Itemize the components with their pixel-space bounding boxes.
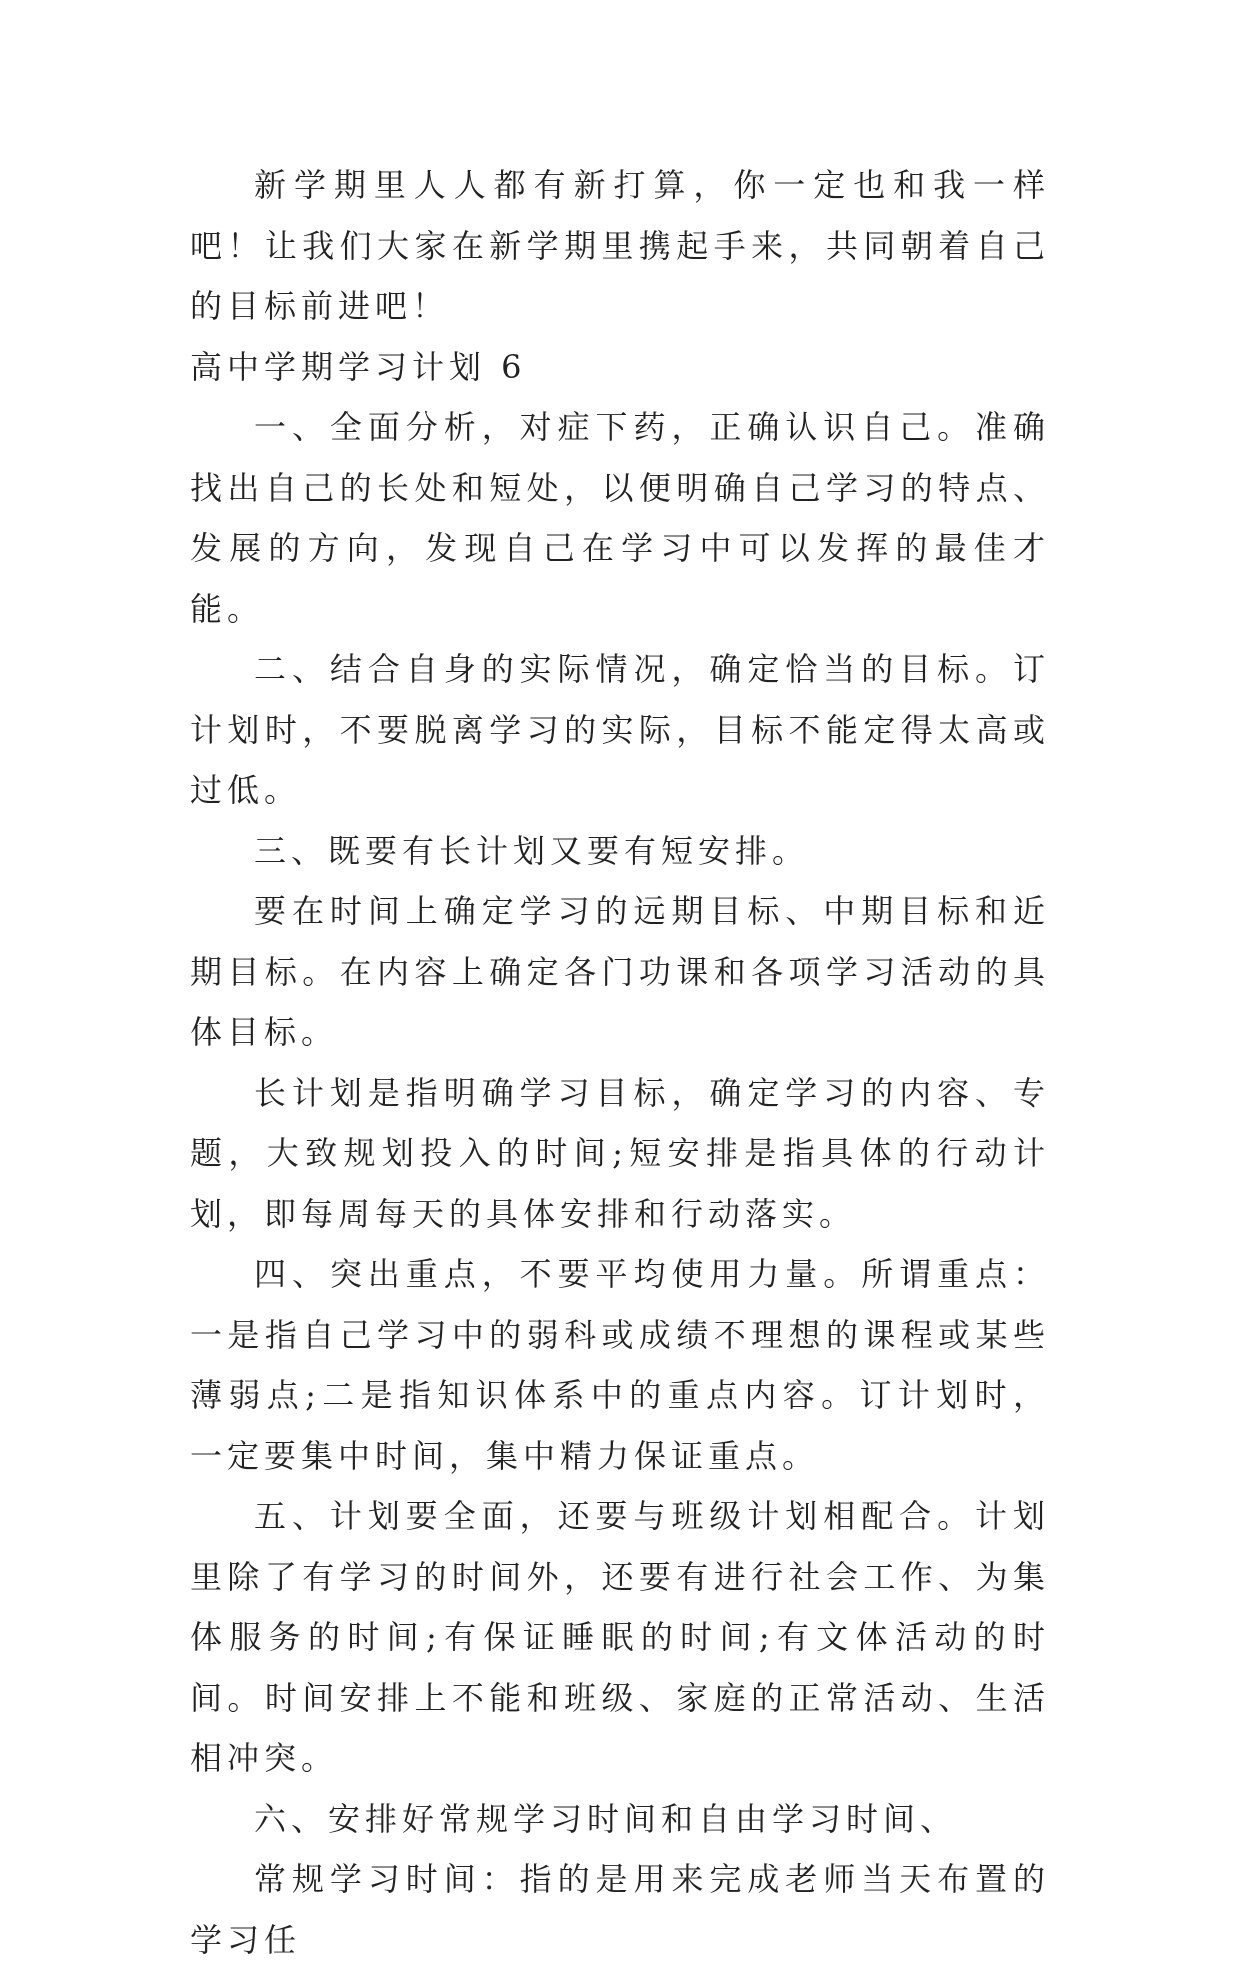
paragraph-point-6-detail: 常规学习时间：指的是用来完成老师当天布置的学习任: [190, 1860, 1050, 1959]
paragraph-point-3: 三、既要有长计划又要有短安排。: [254, 831, 810, 870]
paragraph-point-4: 四、突出重点，不要平均使用力量。所谓重点：一是指自己学习中的弱科或成绩不理想的课程或某些薄弱点;二是指知识体系中的重点内容。订计划时，一定要集中时间，集中精力保证重点。: [190, 1255, 1050, 1475]
paragraph-intro: 新学期里人人都有新打算，你一定也和我一样吧！让我们大家在新学期里携起手来，共同朝着自己的目标前进吧！: [190, 166, 1050, 325]
section-title: 高中学期学习计划 6: [190, 347, 527, 386]
paragraph-point-3-detail-1: 要在时间上确定学习的远期目标、中期目标和近期目标。在内容上确定各门功课和各项学习活动的具体目标。: [190, 892, 1050, 1051]
paragraph-point-6: 六、安排好常规学习时间和自由学习时间、: [254, 1799, 958, 1838]
document-body: [190, 155, 1050, 1970]
paragraph-point-1: 一、全面分析，对症下药，正确认识自己。准确找出自己的长处和短处，以便明确自己学习的特点、发展的方向，发现自己在学习中可以发挥的最佳才能。: [190, 408, 1050, 628]
paragraph-point-2: 二、结合自身的实际情况，确定恰当的目标。订计划时，不要脱离学习的实际，目标不能定得太高或过低。: [190, 650, 1050, 809]
paragraph-point-5: 五、计划要全面，还要与班级计划相配合。计划里除了有学习的时间外，还要有进行社会工作、为集体服务的时间;有保证睡眠的时间;有文体活动的时间。时间安排上不能和班级、家庭的正常活动、生活相冲突。: [190, 1497, 1050, 1777]
paragraph-point-3-detail-2: 长计划是指明确学习目标，确定学习的内容、专题，大致规划投入的时间;短安排是指具体的行动计划，即每周每天的具体安排和行动落实。: [190, 1073, 1050, 1233]
